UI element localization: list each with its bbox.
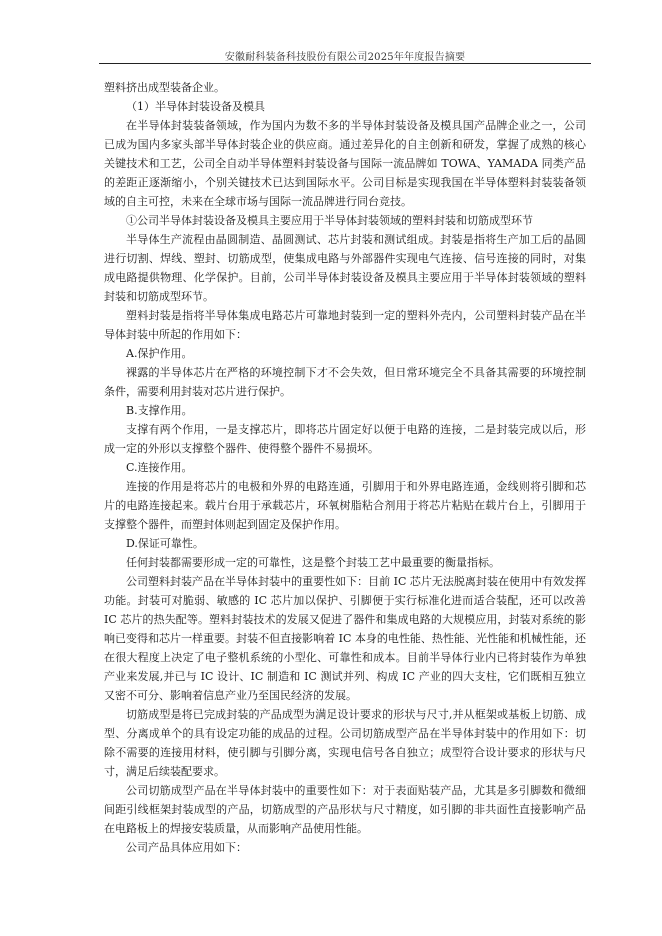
paragraph: 连接的作用是将芯片的电极和外界的电路连通，引脚用于和外界电路连通，金线则将引脚和芯片的电路连接起来。载片台用于承载芯片，环氧树脂粘合剂用于将芯片粘贴在载片台上，引脚用于支撑整个器件，而塑封体则起到固定及保护作用。 [104, 480, 586, 531]
paragraph: 公司切筋成型产品在半导体封装中的重要性如下：对于表面贴装产品，尤其是多引脚数和微细间距引线框架封装成型的产品，切筋成型的产品形状与尺寸精度，如引脚的非共面性直接影响产品在电路板上的焊接安装质量，从而影响产品使用性能。 [104, 784, 586, 835]
list-heading: A.保护作用。 [126, 347, 193, 360]
paragraph-continuation: 塑料挤出成型装备企业。 [104, 81, 225, 94]
page-header: 安徽耐科装备科技股份有限公司2025年年度报告摘要 [224, 52, 466, 63]
paragraph: 公司产品具体应用如下： [126, 841, 247, 854]
paragraph: 塑料封装是指将半导体集成电路芯片可靠地封装到一定的塑料外壳内，公司塑料封装产品在半导体封装中所起的作用如下： [104, 309, 586, 341]
paragraph: 公司塑料封装产品在半导体封装中的重要性如下：目前 IC 芯片无法脱离封装在使用中有效发挥功能。封装可对脆弱、敏感的 IC 芯片加以保护、引脚便于实行标准化进而适合装配，还可以改善 IC 芯片的热失配等。塑料封装技术的发展又促进了器件和集成电路的大规模应用，封装对系统的影响已变得和芯片一样重要。封装不但直接影响着 IC 本身的电性能、热性能、光性能和机械性能，还在很大程度上决定了电子整机系统的小型化、可靠性和成本。目前半导体行业内已将封装作为单独产业来发展,并已与 IC 设计、IC 制造和 IC 测试并列、构成 IC 产业的四大支柱，它们既相互独立又密不可分、影响着信息产业乃至国民经济的发展。 [104, 575, 586, 702]
paragraph: 任何封装都需要形成一定的可靠性，这是整个封装工艺中最重要的衡量指标。 [126, 556, 500, 569]
list-heading: C.连接作用。 [126, 461, 193, 474]
list-heading: B.支撑作用。 [126, 404, 193, 417]
paragraph: 在半导体封装装备领域，作为国内为数不多的半导体封装设备及模具国产品牌企业之一，公司已成为国内多家头部半导体封装企业的供应商。通过差异化的自主创新和研发，掌握了成熟的核心关键技术和工艺，公司全自动半导体塑料封装设备与国际一流品牌如 TOWA、YAMADA 同类产品的差距正逐渐缩小，个别关键技术已达到国际水平。公司目标是实现我国在半导体塑料封装装备领域的自主可控，未来在全球市场与国际一流品牌进行同台竞技。 [104, 119, 586, 208]
paragraph: 支撑有两个作用，一是支撑芯片，即将芯片固定好以便于电路的连接，二是封装完成以后，形成一定的外形以支撑整个器件、使得整个器件不易损坏。 [104, 423, 586, 455]
section-heading: （1）半导体封装设备及模具 [126, 100, 265, 113]
subsection-heading: ①公司半导体封装设备及模具主要应用于半导体封装领域的塑料封装和切筋成型环节 [126, 214, 533, 227]
paragraph: 裸露的半导体芯片在严格的环境控制下才不会失效，但日常环境完全不具备其需要的环境控制条件，需要利用封装对芯片进行保护。 [104, 366, 586, 398]
body-text [104, 78, 586, 857]
paragraph: 半导体生产流程由晶圆制造、晶圆测试、芯片封装和测试组成。封装是指将生产加工后的晶圆进行切割、焊线、塑封、切筋成型，使集成电路与外部器件实现电气连接、信号连接的同时，对集成电路提供物理、化学保护。目前，公司半导体封装设备及模具主要应用于半导体封装领域的塑料封装和切筋成型环节。 [104, 233, 586, 303]
list-heading: D.保证可靠性。 [126, 537, 204, 550]
header-divider [99, 63, 591, 64]
paragraph: 切筋成型是将已完成封装的产品成型为满足设计要求的形状与尺寸,并从框架或基板上切筋、成型、分离成单个的具有设定功能的成品的过程。公司切筋成型产品在半导体封装中的作用如下：切除不需要的连接用材料，使引脚与引脚分离，实现电信号各自独立；成型符合设计要求的形状与尺寸，满足后续装配要求。 [104, 708, 586, 778]
